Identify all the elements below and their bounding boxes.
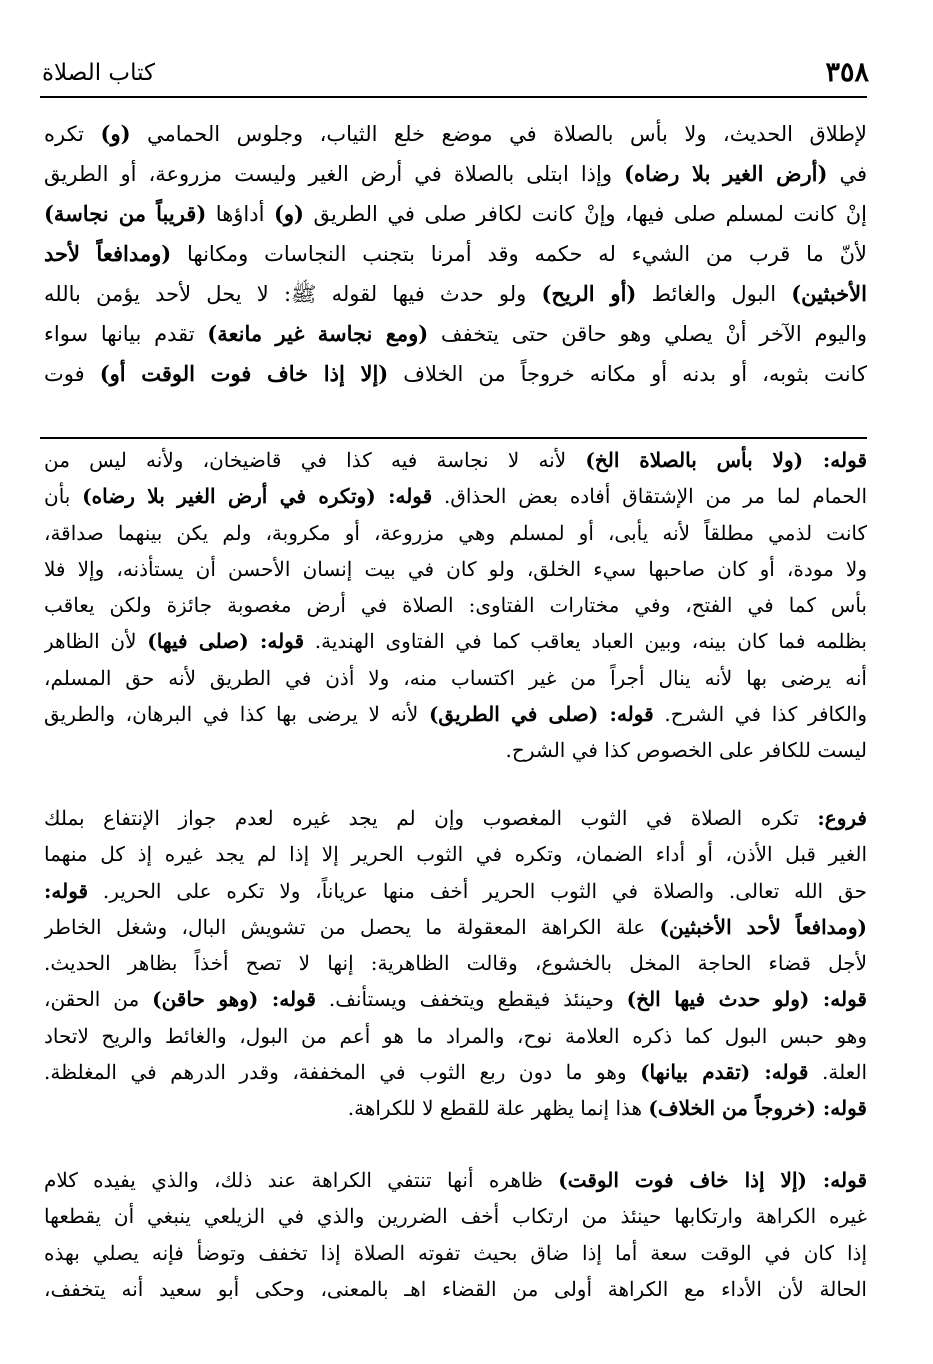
book-title: كتاب الصلاة [42, 60, 155, 86]
main-line: إنْ كانت لمسلم صلى فيها، وإنْ كانت لكافر صلى في الطريق (و) أداؤها (قريباً من نجاسة) [44, 201, 867, 226]
main-line: في (أرض الغير بلا رضاه) وإذا ابتلى بالصلاة في أرض الغير وليست مزروعة، أو الطريق [44, 161, 867, 186]
commentary-line: ولا مودة، أو كان صاحبها سيء الخلق، ولو كان في بيت إنسان الأحسن أن يستأذنه، وإلا فلا [44, 556, 867, 581]
main-line: واليوم الآخر أنْ يصلي وهو حاقن حتى يتخفف (ومع نجاسة غير مانعة) تقدم بيانها سواء [44, 321, 867, 346]
commentary-line: فروع: تكره الصلاة في الثوب المغصوب وإن لم يجد غيره لعدم جواز الإنتفاع بملك [44, 806, 867, 830]
main-line: لإطلاق الحديث، ولا بأس بالصلاة في موضع خلع الثياب، وجلوس الحمامي (و) تكره [44, 121, 867, 146]
page-number: ٣٥٨ [825, 57, 869, 88]
main-line: الأخبثين) البول والغائط (أو الريح) ولو حدث فيها لقوله ﷺ: لا يحل لأحد يؤمن بالله [44, 281, 867, 306]
commentary-line: قوله: (إلا إذا خاف فوت الوقت) ظاهره أنها تنتفي الكراهة عند ذلك، والذي يفيده كلام [44, 1168, 867, 1192]
text-commentary-divider [40, 437, 867, 439]
commentary-line: (ومدافعاً لأحد الأخبثين) علة الكراهة المعقولة ما يحصل من تشويش البال، وشغل الخاطر [44, 914, 867, 939]
commentary-line: بأس كما في الفتح، وفي مختارات الفتاوى: الصلاة في أرض مغصوبة جائزة ولكن يعاقب [44, 593, 867, 618]
commentary-line: حق الله تعالى. والصلاة في الثوب الحرير أخف منها عرياناً، ولا تكره على الحرير. قوله: [44, 878, 867, 903]
commentary-line: كانت لذمي مطلقاً لأنه يأبى، أو لمسلم وهي مزروعة، أو مكروبة، ولم يكن بينهما صداقة، [44, 520, 867, 545]
commentary-line: الحمام لما مر من الإشتقاق أفاده بعض الحذاق. قوله: (وتكره في أرض الغير بلا رضاه) بأن [44, 484, 867, 509]
main-text-block [44, 114, 867, 430]
commentary-line: قوله: (خروجاً من الخلاف) هذا إنما يظهر علة للقطع لا للكراهة. [347, 1096, 867, 1121]
commentary-line: والكافر كذا في الشرح. قوله: (صلى في الطريق) لأنه لا يرضى بها كذا في البرهان، والطريق [44, 702, 867, 727]
commentary-line: الغير قبل الأذن، أو أداء الضمان، وتكره في الثوب الحرير إلا إذا لم يجد غيره إذ كل منهما [44, 842, 867, 867]
commentary-line: وهو حبس البول كما ذكره العلامة نوح، والمراد ما هو أعم من البول، والغائط والريح لاتحاد [44, 1023, 867, 1048]
commentary-line: الحالة لأن الأداء مع الكراهة أولى من القضاء اهـ بالمعنى، وحكى أبو سعيد أنه يتخفف، [44, 1276, 867, 1301]
running-head [42, 56, 869, 96]
header-rule [40, 96, 867, 98]
commentary-line: ليست للكافر على الخصوص كذا في الشرح. [505, 738, 867, 763]
main-line: كانت بثوبه، أو بدنه أو مكانه خروجاً من الخلاف (إلا إذا خاف فوت الوقت أو) فوت [44, 361, 867, 386]
main-line: لأنّ ما قرب من الشيء له حكمه وقد أمرنا بتجنب النجاسات ومكانها (ومدافعاً لأحد [44, 241, 867, 266]
commentary-line: قوله: (ولو حدث فيها الخ) وحينئذ فيقطع ويتخفف ويستأنف. قوله: (وهو حاقن) من الحقن، [44, 987, 867, 1012]
commentary-section-1 [44, 442, 867, 772]
commentary-line: إذا كان في الوقت سعة أما إذا ضاق بحيث تفوته الصلاة إذا تخفف وتوضأ فإنه يصلي بهذه [44, 1240, 867, 1265]
commentary-line: أنه يرضى بها لأنه ينال أجراً من غير اكتساب منه، ولا أذن في الطريق لأنه حق المسلم، [44, 665, 867, 690]
commentary-section-2 [44, 800, 867, 1140]
commentary-line: العلة. قوله: (تقدم بيانها) وهو ما دون ربع الثوب في المخففة، وقدر الدرهم في المغلظة. [44, 1060, 867, 1085]
commentary-line: لأجل قضاء الحاجة المخل بالخشوع، وقالت الظاهرية: إنها لا تصح أخذاً بظاهر الحديث. [44, 951, 867, 976]
commentary-line: بظلمه فما كان بينه، وبين العباد يعاقب كما في الفتاوى الهندية. قوله: (صلى فيها) لأن الظاهر [44, 629, 867, 654]
commentary-section-3 [44, 1162, 867, 1332]
commentary-line: قوله: (ولا بأس بالصلاة الخ) لأنه لا نجاسة فيه كذا في قاضيخان، ولأنه ليس من [44, 448, 867, 472]
commentary-line: غيره الكراهة وارتكابها حينئذ من ارتكاب أخف الضررين والذي في الزيلعي ينبغي أن يقطعها [44, 1204, 867, 1229]
